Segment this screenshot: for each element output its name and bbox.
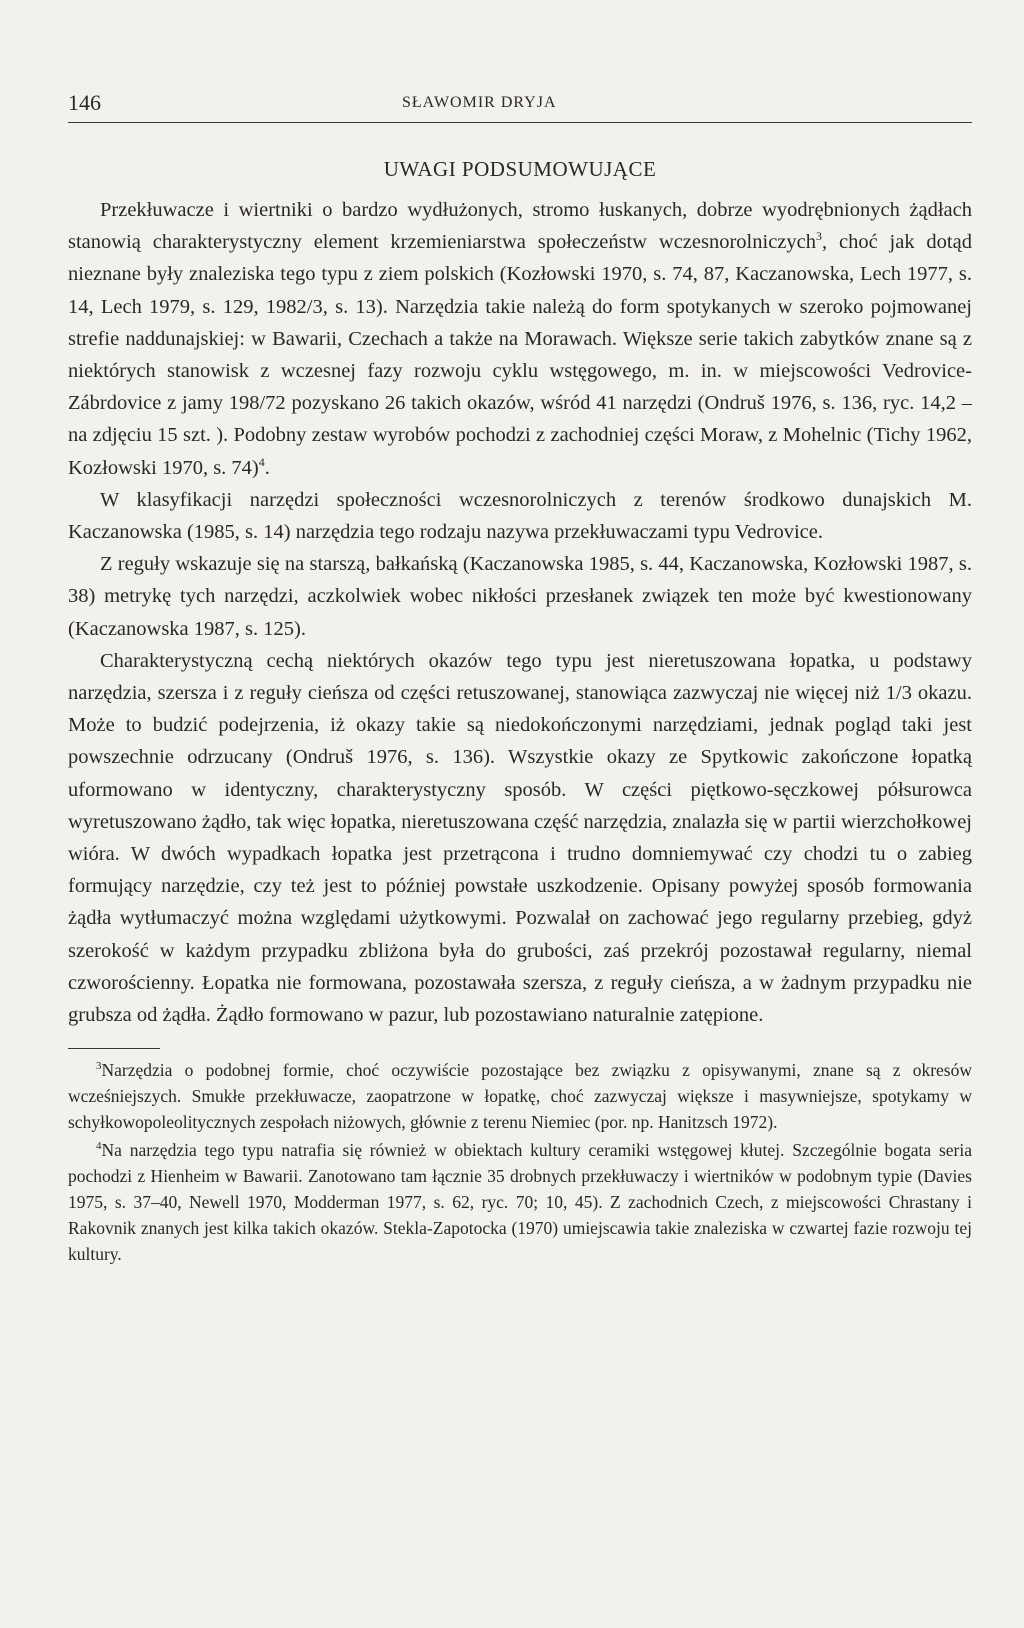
- footnote-4-text: Na narzędzia tego typu natrafia się również w obiektach kultury ceramiki wstęgowej kłutej. Szczególnie bogata seria pochodzi z Hienheim w Bawarii. Zanotowano tam łącznie 35 drobnych przekłuwaczy i wiertników w podobnym typie (Davies 1975, s. 37–40, Newell 1970, Modderman 1977, s. 62, ryc. 70; 10, 45). Z zachodnich Czech, z miejscowości Chrastany i Rakovnik znanych jest kilka takich okazów. Stekla-Zapotocka (1970) umiejscawia takie znaleziska w czwartej fazie rozwoju tej kultury.: [68, 1140, 972, 1265]
- footnote-ref-4: 4: [258, 454, 265, 469]
- paragraph-2: W klasyfikacji narzędzi społeczności wczesnorolniczych z terenów środkowo dunajskich M. Kaczanowska (1985, s. 14) narzędzia tego rodzaju nazywa przekłuwaczami typu Vedrovice.: [68, 488, 972, 544]
- footnote-divider: [68, 1048, 160, 1049]
- body-text: [68, 194, 972, 1031]
- page-header: [68, 88, 972, 123]
- book-page: [68, 88, 972, 1267]
- footnote-4-mark: 4: [96, 1140, 102, 1153]
- footnote-3: [68, 1057, 972, 1135]
- running-head-author: SŁAWOMIR DRYJA: [402, 94, 557, 111]
- paragraph-1-text-c: .: [264, 456, 270, 479]
- paragraph-4: Charakterystyczną cechą niektórych okazów tego typu jest nieretuszowana łopatka, u podstawy narzędzia, szersza i z reguły cieńsza od części retuszowanej, stanowiąca zazwyczaj nie więcej niż 1/3 okazu. Może to budzić podejrzenia, iż okazy takie są niedokończonymi narzędziami, jednak pogląd taki jest powszechnie odrzucany (Ondruš 1976, s. 136). Wszystkie okazy ze Spytkowic zakończone łopatką uformowano w identyczny, charakterystyczny sposób. W części piętkowo-sęczkowej półsurowca wyretuszowano żądło, tak więc łopatka, nieretuszowana część narzędzia, znalazła się w partii wierzchołkowej wióra. W dwóch wypadkach łopatka jest przetrącona i trudno domniemywać czy chodzi tu o zabieg formujący narzędzie, czy też jest to później powstałe uszkodzenie. Opisany powyżej sposób formowania żądła wytłumaczyć można względami użytkowymi. Pozwalał on zachować jego regularny przebieg, gdyż szerokość w każdym przypadku zbliżona była do grubości, zaś przekrój pozostawał regularny, niemal czworościenny. Łopatka nie formowana, pozostawała szersza, z reguły cieńsza, a w żadnym przypadku nie grubsza od żądła. Żądło formowano w pazur, lub pozostawiano naturalnie zatępione.: [68, 649, 972, 1027]
- footnote-3-text: Narzędzia o podobnej formie, choć oczywiście pozostające bez związku z opisywanymi, znane są z okresów wcześniejszych. Smukłe przekłuwacze, zaopatrzone w łopatkę, choć zazwyczaj większe i masywniejsze, spotykamy w schyłkowopoleolitycznych zespołach niżowych, głównie z terenu Niemiec (por. np. Hanitzsch 1972).: [68, 1060, 972, 1133]
- section-title: UWAGI PODSUMOWUJĄCE: [383, 157, 657, 181]
- footnote-ref-3: 3: [816, 229, 822, 244]
- paragraph-1: [68, 194, 972, 484]
- paragraph-1-text-b: , choć jak dotąd nieznane były znaleziska tego typu z ziem polskich (Kozłowski 1970, s. 74, 87, Kaczanowska, Lech 1977, s. 14, Lech 1979, s. 129, 1982/3, s. 13). Narzędzia takie należą do form spotykanych w szeroko pojmowanej strefie naddunajskiej: w Bawarii, Czechach a także na Morawach. Większe serie takich zabytków znane są z niektórych stanowisk z wczesnej fazy rozwoju cyklu wstęgowego, m. in. w miejscowości Vedrovice-Zábrdovice z jamy 198/72 pozyskano 26 takich okazów, wśród 41 narzędzi (Ondruš 1976, s. 136, ryc. 14,2 – na zdjęciu 15 szt. ). Podobny zestaw wyrobów pochodzi z zachodniej części Moraw, z Mohelnic (Tichy 1962, Kozłowski 1970, s. 74): [68, 231, 972, 479]
- footnotes: [68, 1057, 972, 1267]
- paragraph-1-text-a: Przekłuwacze i wiertniki o bardzo wydłużonych, stromo łuskanych, dobrze wyodrębnionych żądłach stanowią charakterystyczny element krzemieniarstwa społeczeństw wczesnorolniczych: [68, 199, 972, 254]
- footnote-3-mark: 3: [96, 1060, 102, 1073]
- page-number: 146: [68, 90, 101, 115]
- paragraph-3: Z reguły wskazuje się na starszą, bałkańską (Kaczanowska 1985, s. 44, Kaczanowska, Kozłowski 1987, s. 38) metrykę tych narzędzi, aczkolwiek wobec nikłości przesłanek związek ten może być kwestionowany (Kaczanowska 1987, s. 125).: [68, 553, 972, 640]
- footnote-4: [68, 1137, 972, 1267]
